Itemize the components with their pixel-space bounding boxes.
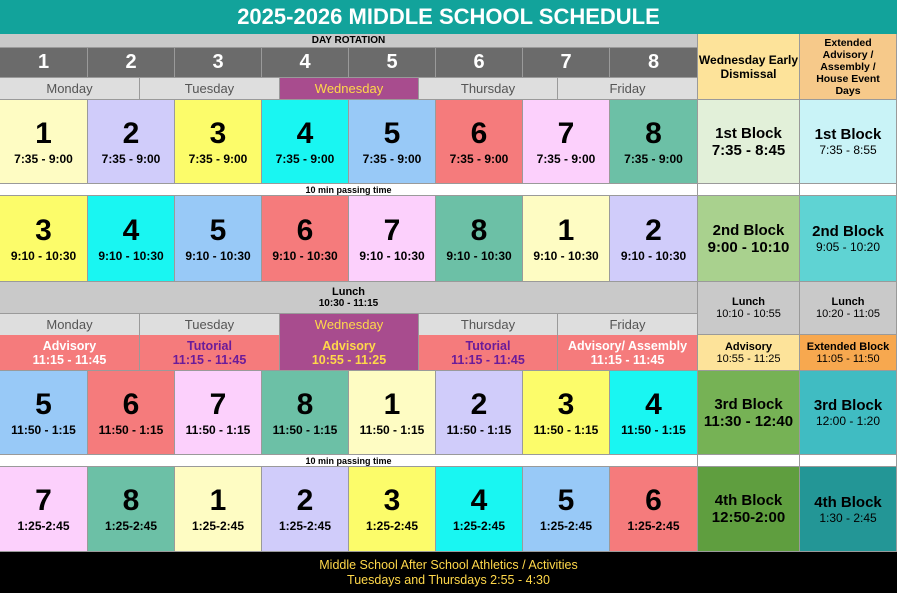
period-time: 11:50 - 1:15 [272,422,338,437]
period-time: 7:35 - 9:00 [275,151,335,166]
advisory-label: Advisory [724,340,773,353]
day-name: Monday [46,317,93,332]
period-time: 9:10 - 10:30 [98,248,164,263]
period-time: 9:10 - 10:30 [359,248,425,263]
period-time: 11:50 - 1:15 [98,422,164,437]
day-label-friday [558,78,698,100]
period-cell [88,371,175,455]
block-label: 2nd Block [812,223,884,240]
day-label-thursday [419,78,558,100]
period-cell [436,467,523,552]
period-number: 1 [557,213,575,247]
side-spacer [698,455,800,467]
period-cell [262,100,349,184]
advisory-time: 11:15 - 11:45 [32,352,107,367]
period-time: 1:25-2:45 [17,519,70,533]
extended-block [800,467,897,552]
period-number: 1 [209,484,227,517]
day-label-friday [558,314,698,336]
period-number: 4 [296,116,314,150]
period-number: 8 [296,387,314,421]
wednesday-early-dismissal-header [698,34,800,100]
block-label: 4th Block [814,493,882,511]
rotation-number [175,48,262,78]
period-time: 9:10 - 10:30 [185,248,251,263]
extended-block [800,196,897,282]
advisory-label: Tutorial [187,338,232,353]
period-time: 9:10 - 10:30 [620,248,687,263]
rotation-number-label: 1 [37,51,50,73]
day-name: Tuesday [184,317,235,332]
period-cell [523,100,610,184]
period-number: 8 [122,484,140,517]
period-time: 1:25-2:45 [104,519,158,533]
extended-advisory [800,335,897,371]
period-number: 2 [470,387,488,421]
period-time: 7:35 - 9:00 [536,151,596,166]
day-rotation-label: DAY ROTATION [0,34,698,48]
lunch-time: 10:10 - 10:55 [716,308,781,320]
period-time: 1:25-2:45 [539,519,593,533]
block-time: 7:35 - 8:45 [711,141,786,159]
footer-line-1: Middle School After School Athletics / Activities [319,557,578,572]
block-label: 1st Block [814,126,882,143]
period-number: 8 [645,116,662,150]
period-time: 7:35 - 9:00 [188,151,248,166]
period-number: 5 [557,484,575,517]
wednesday-header-label: Wednesday Early Dismissal [698,52,799,81]
lunch-row [0,282,698,314]
period-cell [523,196,610,282]
passing-time-label: 10 min passing time [305,455,392,466]
block-time: 11:30 - 12:40 [703,412,794,430]
day-name: Thursday [460,317,516,332]
advisory-label: Tutorial [465,338,511,353]
wednesday-block [698,196,800,282]
period-number: 4 [470,484,488,517]
period-number: 3 [35,213,52,247]
period-cell [262,371,349,455]
day-label-thursday [419,314,558,336]
period-cell [349,100,436,184]
rotation-number [262,48,349,78]
rotation-number [0,48,88,78]
page-title: 2025-2026 MIDDLE SCHOOL SCHEDULE [0,0,897,34]
period-cell [0,467,88,552]
period-time: 9:10 - 10:30 [446,248,512,263]
block-time: 12:50-2:00 [711,509,786,526]
advisory-label: Advisory [322,338,376,353]
advisory-time: 11:15 - 11:45 [172,352,247,367]
period-time: 11:50 - 1:15 [533,422,599,437]
day-label-monday [0,78,140,100]
rotation-number [436,48,523,78]
block-label: 2nd Block [712,221,785,239]
period-cell [88,100,175,184]
block-label: 4th Block [714,492,783,509]
day-name: Friday [609,81,646,96]
advisory-time: 11:05 - 11:50 [816,352,880,365]
block-time: 9:00 - 10:10 [707,238,790,256]
period-cell [610,467,698,552]
period-cell [88,196,175,282]
period-number: 2 [645,213,662,247]
period-number: 4 [122,213,140,247]
period-time: 9:10 - 10:30 [272,248,338,263]
wednesday-block [698,467,800,552]
advisory-label: Extended Block [806,340,890,353]
rotation-number-label: 8 [647,51,660,73]
day-name: Monday [46,81,93,96]
rotation-number-label: 3 [212,51,224,73]
period-cell [0,371,88,455]
extended-lunch [800,282,897,335]
period-cell [436,100,523,184]
lunch-label: Lunch [332,286,365,298]
period-cell [175,371,262,455]
period-number: 5 [35,387,52,421]
period-number: 6 [122,387,140,421]
block-time: 7:35 - 8:55 [819,143,877,157]
block-time: 9:05 - 10:20 [815,240,881,254]
footer-line-2: Tuesdays and Thursdays 2:55 - 4:30 [347,572,550,587]
period-cell [175,196,262,282]
side-spacer [698,184,800,196]
period-time: 1:25-2:45 [365,519,419,533]
period-time: 11:50 - 1:15 [621,422,686,437]
period-number: 2 [296,484,314,517]
period-number: 5 [383,116,401,150]
block-label: 3rd Block [813,397,883,414]
period-time: 7:35 - 9:00 [449,151,509,166]
lunch-label: Lunch [831,296,865,308]
wednesday-advisory [698,335,800,371]
period-cell [262,467,349,552]
lunch-time: 10:20 - 11:05 [815,308,880,320]
rotation-number-label: 6 [473,51,485,73]
advisory-cell [419,335,558,371]
period-cell [349,467,436,552]
advisory-time: 11:15 - 11:45 [451,352,525,367]
advisory-label: Advisory/ Assembly [567,338,688,353]
period-cell [349,371,436,455]
day-name: Wednesday [314,81,384,96]
period-cell [610,196,698,282]
rotation-number-label: 7 [560,51,572,73]
period-number: 3 [209,116,227,150]
advisory-time: 11:15 - 11:45 [590,352,665,367]
period-cell [0,196,88,282]
period-number: 4 [645,387,662,421]
period-cell [523,467,610,552]
period-cell [349,196,436,282]
advisory-label: Advisory [42,338,97,353]
rotation-number [610,48,698,78]
rotation-number [349,48,436,78]
period-number: 6 [470,116,488,150]
advisory-cell [0,335,140,371]
rotation-number-label: 5 [386,51,398,73]
period-number: 6 [296,213,314,247]
extended-days-header [800,34,897,100]
passing-time-label: 10 min passing time [305,184,392,195]
period-time: 11:50 - 1:15 [359,422,425,437]
period-time: 7:35 - 9:00 [362,151,422,166]
period-number: 5 [209,213,227,247]
advisory-time: 10:55 - 11:25 [716,352,781,365]
extended-header-label: Extended Advisory / Assembly / House Event Days [816,36,880,97]
lunch-time: 10:30 - 11:15 [318,298,379,309]
block-label: 1st Block [715,124,782,142]
day-name: Wednesday [314,317,384,332]
period-time: 1:25-2:45 [191,519,245,533]
period-number: 3 [557,387,575,421]
advisory-cell [140,335,280,371]
period-number: 1 [35,116,52,150]
advisory-cell [558,335,698,371]
footer [0,552,897,593]
period-time: 11:50 - 1:15 [185,422,251,437]
day-label-tuesday [140,314,280,336]
period-cell [436,371,523,455]
period-cell [0,100,88,184]
period-number: 7 [383,213,401,247]
period-cell [523,371,610,455]
period-cell [610,100,698,184]
rotation-number-label: 2 [125,51,137,73]
extended-block [800,100,897,184]
extended-block [800,371,897,455]
advisory-time: 10:55 - 11:25 [311,352,387,367]
day-name: Thursday [460,81,516,96]
period-number: 2 [122,116,140,150]
day-label-wednesday [280,78,419,100]
block-label: 3rd Block [714,395,783,413]
period-cell [88,467,175,552]
period-cell [175,100,262,184]
rotation-number [523,48,610,78]
period-time: 1:25-2:45 [452,519,506,533]
wednesday-lunch [698,282,800,335]
passing-time [0,184,698,196]
period-time: 11:50 - 1:15 [446,422,512,437]
period-number: 7 [209,387,227,421]
day-label-wednesday [280,314,419,336]
side-spacer [800,184,897,196]
period-number: 3 [383,484,401,517]
period-time: 7:35 - 9:00 [14,151,73,166]
period-time: 11:50 - 1:15 [11,422,76,437]
lunch-label: Lunch [732,296,765,308]
period-time: 9:10 - 10:30 [10,248,77,263]
period-number: 7 [35,484,52,517]
side-spacer [800,455,897,467]
passing-time [0,455,698,467]
block-time: 1:30 - 2:45 [819,510,877,525]
day-name: Friday [609,317,646,332]
block-time: 12:00 - 1:20 [815,414,881,428]
period-number: 7 [557,116,575,150]
period-number: 8 [470,213,488,247]
period-time: 9:10 - 10:30 [533,248,599,263]
period-cell [262,196,349,282]
advisory-cell [280,335,419,371]
period-time: 1:25-2:45 [627,519,680,533]
period-cell [175,467,262,552]
day-label-monday [0,314,140,336]
wednesday-block [698,100,800,184]
period-number: 6 [645,484,662,517]
period-cell [610,371,698,455]
rotation-number [88,48,175,78]
period-time: 7:35 - 9:00 [624,151,683,166]
period-time: 7:35 - 9:00 [101,151,161,166]
period-time: 1:25-2:45 [278,519,332,533]
period-number: 1 [383,387,401,421]
day-label-tuesday [140,78,280,100]
day-name: Tuesday [184,81,235,96]
rotation-number-label: 4 [299,51,311,73]
period-cell [436,196,523,282]
wednesday-block [698,371,800,455]
